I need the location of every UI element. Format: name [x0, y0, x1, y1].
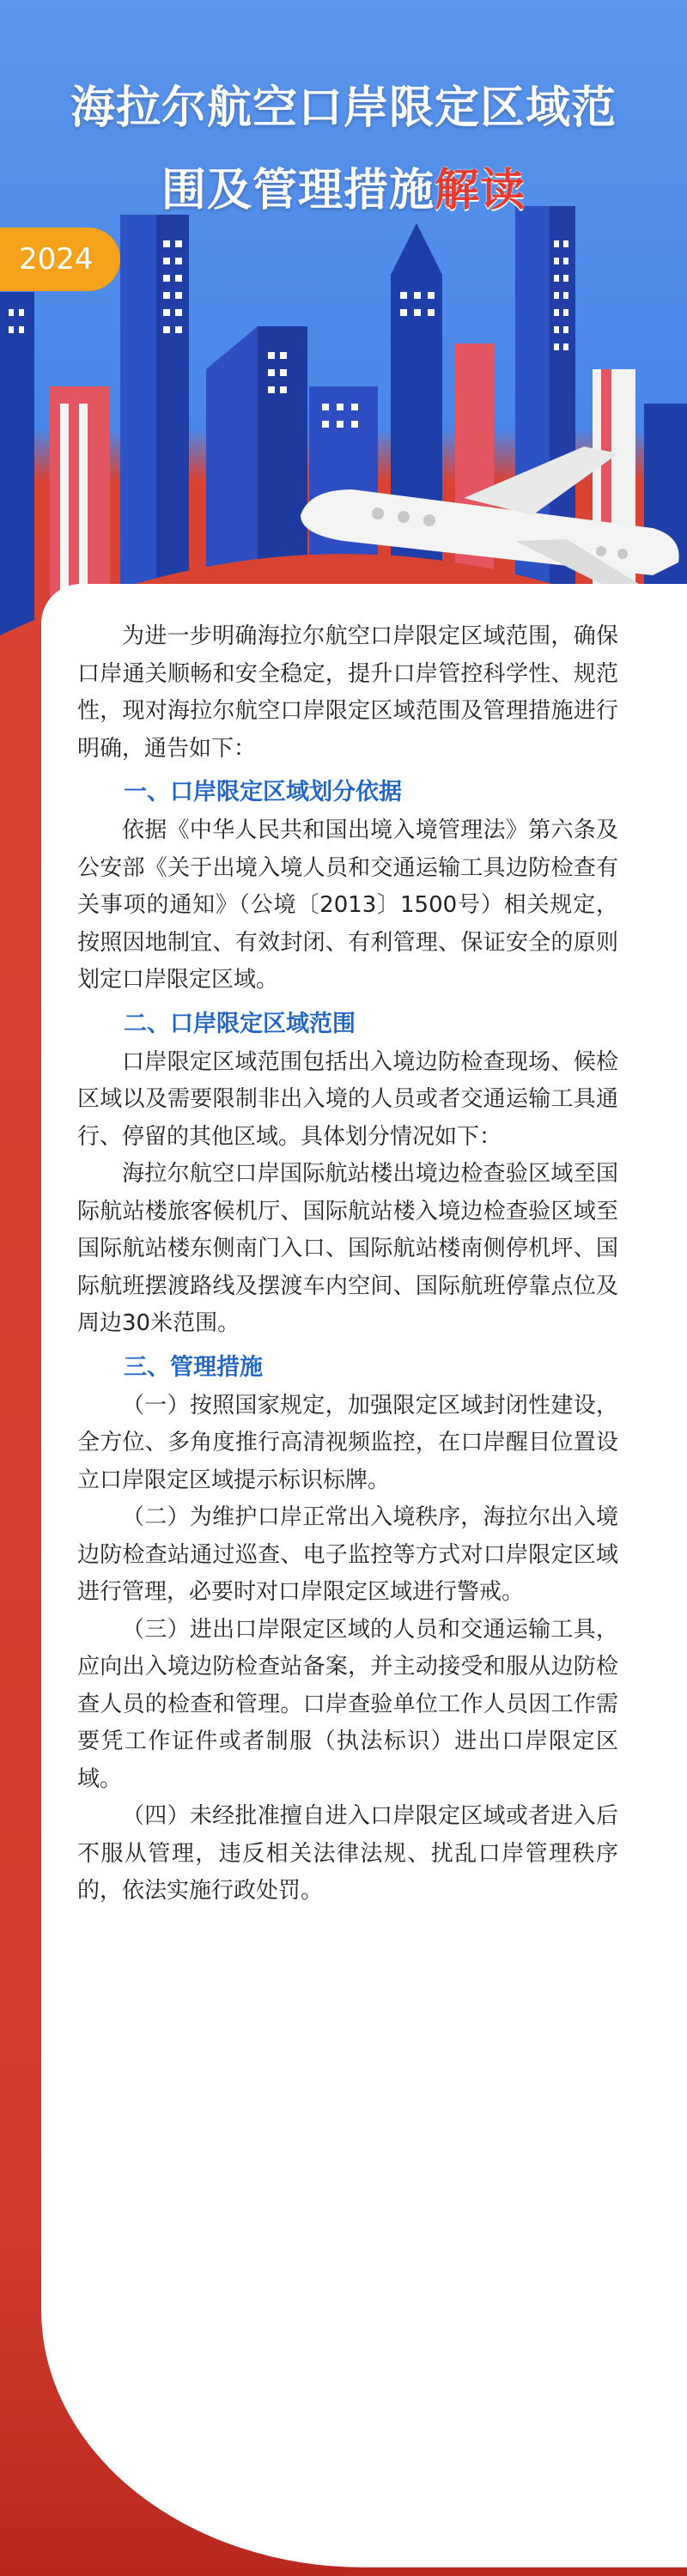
title-line-2-text: 围及管理措施: [161, 164, 435, 216]
section-paragraph: 依据《中华人民共和国出境入境管理法》第六条及公安部《关于出境入境人员和交通运输工具边防检查有关事项的通知》（公境〔2013〕1500号）相关规定，按照因地制宜、有效封闭、有利管理、保证安全的原则划定口岸限定区域。: [77, 817, 618, 993]
year-badge: 2024: [0, 228, 120, 291]
measure-item-4: （四）未经批准擅自进入口岸限定区域或者进入后不服从管理，违反相关法律法规、扰乱口岸管理秩序的，依法实施行政处罚。: [77, 1803, 618, 1904]
measure-item-1: （一）按照国家规定，加强限定区域封闭性建设，全方位、多角度推行高清视频监控，在口岸醒目位置设立口岸限定区域提示标识标牌。: [77, 1392, 618, 1493]
intro-paragraph: 为进一步明确海拉尔航空口岸限定区域范围，确保口岸通关顺畅和安全稳定，提升口岸管控科学性、规范性，现对海拉尔航空口岸限定区域范围及管理措施进行明确，通告如下：: [77, 623, 618, 762]
page-title: [0, 67, 687, 232]
measure-item-2: （二）为维护口岸正常出入境秩序，海拉尔出入境边防检查站通过巡查、电子监控等方式对口岸限定区域进行管理，必要时对口岸限定区域进行警戒。: [77, 1504, 618, 1605]
section-paragraph: 口岸限定区域范围包括出入境边防检查现场、候检区域以及需要限制非出入境的人员或者交通运输工具通行、停留的其他区域。具体划分情况如下：: [77, 1048, 618, 1150]
section-heading-basis: 一、口岸限定区域划分依据: [124, 779, 402, 805]
section-heading-measures: 三、管理措施: [124, 1353, 263, 1381]
article-body: [77, 618, 618, 1911]
title-highlight: 解读: [435, 164, 526, 216]
measure-item-3: （三）进出口岸限定区域的人员和交通运输工具，应向出入境边防检查站备案，并主动接受和服从边防检查人员的检查和管理。口岸查验单位工作人员因工作需要凭工作证件或者制服（执法标识）进出口岸限定区域。: [77, 1616, 618, 1792]
title-line-1: 海拉尔航空口岸限定区域范: [70, 82, 617, 134]
section-paragraph: 海拉尔航空口岸国际航站楼出境边检查验区域至国际航站楼旅客候机厅、国际航站楼入境边检查验区域至国际航站楼东侧南门入口、国际航站楼南侧停机坪、国际航班摆渡路线及摆渡车内空间、国际航班停靠点位及周边30米范围。: [77, 1161, 618, 1336]
title-line-2: [0, 149, 687, 232]
section-heading-scope: 二、口岸限定区域范围: [124, 1010, 356, 1037]
